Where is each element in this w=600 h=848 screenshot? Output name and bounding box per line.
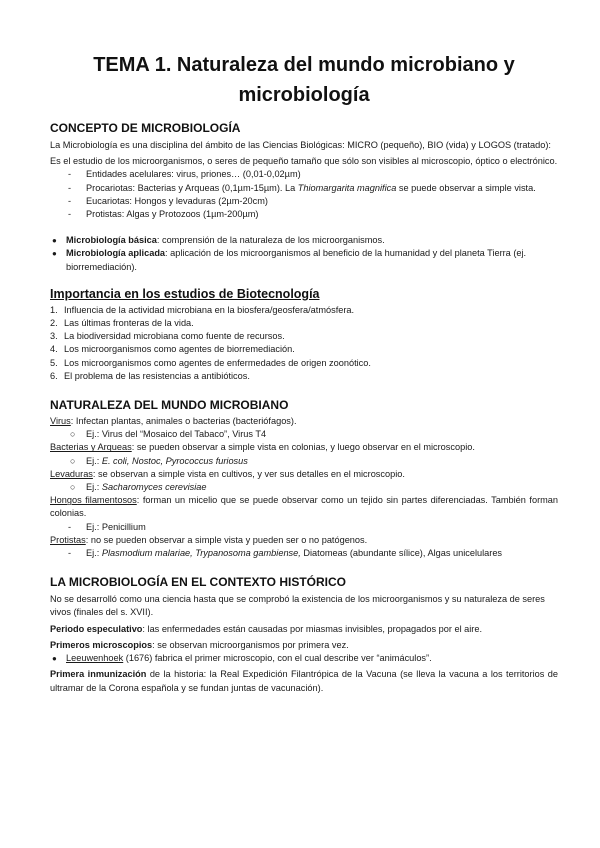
list-item: ● Microbiología aplicada: aplicación de los microorganismos al beneficio de la humanidad y del planeta Tierra (ej. biorremediación). bbox=[52, 248, 527, 272]
list-item: - Entidades acelulares: virus, priones… (0,01-0,02µm) bbox=[68, 169, 301, 180]
bacterias-examples bbox=[50, 455, 558, 468]
list-item: ○ Ej.: Sacharomyces cerevisiae bbox=[70, 482, 207, 493]
protistas-paragraph: Protistas: no se pueden observar a simple vista y pueden ser o no patógenos. bbox=[50, 534, 368, 545]
list-item: ○ Ej.: Virus del “Mosaico del Tabaco”, Virus T4 bbox=[70, 429, 267, 440]
bacterias-paragraph: Bacterias y Arqueas: se pueden observar a simple vista en colonias, y luego observar en el microscopio. bbox=[50, 442, 475, 453]
list-item: 5. Los microorganismos como agentes de enfermedades de origen zoonótico. bbox=[50, 357, 371, 368]
organism-list bbox=[50, 168, 558, 221]
list-item: ● Microbiología básica: comprensión de la naturaleza de los microorganismos. bbox=[52, 235, 385, 246]
historia-bullets bbox=[50, 652, 558, 665]
heading-naturaleza: NATURALEZA DEL MUNDO MICROBIANO bbox=[50, 398, 289, 413]
historia-p1: No se desarrolló como una ciencia hasta que se comprobó la existencia de los microorganismos y su naturaleza de seres vivos (finales del s. XVII). bbox=[50, 594, 545, 618]
protistas-examples bbox=[50, 547, 558, 560]
list-item: 6. El problema de las resistencias a antibióticos. bbox=[50, 370, 250, 381]
list-item: - Procariotas: Bacterias y Arqueas (0,1µm-15µm). La Thiomargarita magnifica se puede observar a simple vista. bbox=[68, 182, 536, 193]
list-item: 2. Las últimas fronteras de la vida. bbox=[50, 318, 194, 329]
hongos-paragraph: Hongos filamentosos: forman un micelio que se puede observar como un tejido sin partes diferenciadas. También forman colonias. bbox=[50, 495, 559, 519]
historia-p2: Periodo especulativo: las enfermedades están causadas por miasmas invisibles, propagados por el aire. bbox=[50, 623, 483, 634]
virus-examples bbox=[50, 428, 558, 441]
virus-paragraph: Virus: Infectan plantas, animales o bacterias (bacteriófagos). bbox=[50, 416, 297, 427]
heading-historia: LA MICROBIOLOGÍA EN EL CONTEXTO HISTÓRICO bbox=[50, 575, 347, 590]
concepto-p1: La Microbiología es una disciplina del ámbito de las Ciencias Biológicas: MICRO (pequeño), BIO (vida) y LOGOS (tratado): bbox=[50, 140, 551, 150]
page-title: TEMA 1. Naturaleza del mundo microbiano y microbiología bbox=[93, 54, 515, 106]
list-item: 4. Los microorganismos como agentes de biorremediación. bbox=[50, 344, 295, 355]
list-item: - Ej.: Plasmodium malariae, Trypanosoma gambiense, Diatomeas (abundante sílice), Algas unicelulares bbox=[68, 548, 503, 559]
hongos-examples bbox=[50, 521, 558, 534]
heading-importancia: Importancia en los estudios de Biotecnología bbox=[50, 286, 320, 301]
list-item: 3. La biodiversidad microbiana como fuente de recursos. bbox=[50, 331, 285, 342]
list-item: 1. Influencia de la actividad microbiana en la biosfera/geosfera/atmósfera. bbox=[50, 304, 355, 315]
list-item: - Ej.: Penicillium bbox=[68, 521, 146, 532]
importancia-list bbox=[50, 304, 558, 383]
historia-p3: Primeros microscopios: se observan microorganismos por primera vez. bbox=[50, 639, 349, 650]
microbiology-types-list bbox=[50, 234, 558, 274]
levaduras-paragraph: Levaduras: se observan a simple vista en cultivos, y ver sus detalles en el microscopio. bbox=[50, 468, 405, 479]
list-item: ● Leeuwenhoek (1676) fabrica el primer microscopio, con el cual describe ver “animáculos”. bbox=[52, 653, 432, 664]
historia-p5: Primera inmunización de la historia: la Real Expedición Filantrópica de la Vacuna (se lleva la vacuna a los territorios de ultramar de la Corona española y se fundan juntas de vacunación). bbox=[50, 669, 558, 693]
levaduras-examples bbox=[50, 481, 558, 494]
list-item: ○ Ej.: E. coli, Nostoc, Pyrococcus furiosus bbox=[70, 455, 248, 466]
heading-concepto: CONCEPTO DE MICROBIOLOGÍA bbox=[50, 121, 241, 135]
concepto-p2: Es el estudio de los microorganismos, o seres de pequeño tamaño que sólo son visibles al microscopio, óptico o electrónico. bbox=[50, 156, 558, 167]
list-item: - Eucariotas: Hongos y levaduras (2µm-20cm) bbox=[68, 195, 268, 206]
document-page bbox=[50, 50, 558, 695]
list-item: - Protistas: Algas y Protozoos (1µm-200µm) bbox=[68, 209, 259, 220]
